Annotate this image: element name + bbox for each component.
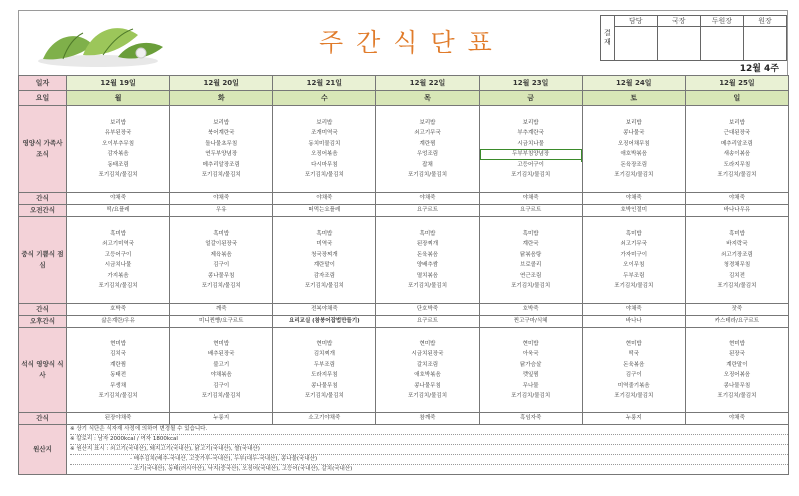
week-label: 12월 4주 [739, 64, 779, 74]
lunch-cell [67, 217, 170, 304]
lunch-cell [582, 217, 685, 304]
menu-item[interactable]: 포기김치/물김치 [201, 172, 241, 178]
menu-item[interactable]: 깻잎찜 [522, 372, 539, 378]
herb-leaves-icon [23, 15, 173, 71]
menu-item[interactable]: 포기김치/물김치 [511, 283, 551, 289]
dinner-cell [67, 328, 170, 413]
notes-row [19, 425, 789, 475]
menu-item[interactable]: 포기김치/물김치 [304, 393, 344, 399]
menu-item[interactable]: 포기김치/물김치 [304, 172, 344, 178]
menu-item[interactable]: 가지볶음 [107, 272, 129, 279]
menu-item[interactable]: 흑미밥 [213, 230, 230, 237]
menu-item[interactable]: 청국장찌개 [311, 251, 338, 258]
snack-cell[interactable]: 야채죽 [582, 193, 685, 205]
approval-col-3: 두원장 [700, 16, 743, 27]
menu-item[interactable]: 미역줄기볶음 [617, 382, 650, 389]
menu-item[interactable]: 조개미역국 [311, 130, 338, 136]
dinner-label: 석식 영양식 식사 [19, 328, 67, 413]
menu-item[interactable]: 갈치조림 [416, 361, 439, 368]
approval-sign-3[interactable] [700, 27, 743, 61]
snack-cell[interactable]: 떡/요플레 [67, 205, 170, 217]
approval-side-label: 결재 [601, 16, 615, 61]
menu-item[interactable]: 현미밥 [316, 340, 333, 347]
menu-item[interactable]: 유부된장국 [104, 130, 132, 136]
menu-item[interactable]: 오이부추무침 [102, 140, 135, 147]
breakfast-label: 영양식 가족사 조식 [19, 106, 67, 193]
menu-item[interactable]: 포기김치/물김치 [614, 172, 654, 178]
menu-item[interactable]: 쇠고기장조림 [720, 251, 753, 258]
menu-item[interactable]: 두부부침양념장 [480, 149, 582, 160]
approval-col-4: 원장 [743, 16, 786, 27]
menu-item[interactable]: 무나물 [522, 382, 539, 389]
snack-cell[interactable]: 야채죽 [67, 193, 170, 205]
breakfast-row [19, 106, 789, 193]
menu-item[interactable]: 감자조림 [313, 272, 335, 279]
menu-item[interactable]: 포기김치/물김치 [614, 283, 654, 289]
snack-cell[interactable]: 야채죽 [582, 304, 685, 316]
lunch-cell [273, 217, 376, 304]
menu-item[interactable]: 흑미밥 [522, 230, 539, 237]
menu-item[interactable]: 시금치된장국 [411, 351, 444, 357]
menu-item[interactable]: 아욱국 [522, 351, 539, 357]
snack-cell[interactable]: 흑임자죽 [479, 413, 582, 425]
snack-cell[interactable]: 바나나우유 [685, 205, 788, 217]
note-line: ※ 칼로리 : 남자 2000kcal / 여자 1800kcal [70, 435, 788, 445]
note-line: - 배추김치(배추-국내산, 고춧가루-국내산), 두부(대두-국내산), 콩나물(국내산) [70, 455, 788, 465]
breakfast-cell [376, 106, 479, 193]
breakfast-cell [479, 106, 582, 193]
menu-item[interactable]: 포기김치/물김치 [407, 283, 448, 289]
approval-col-1: 담당 [614, 16, 657, 27]
menu-item[interactable]: 부추계란국 [517, 130, 544, 136]
day-cell[interactable]: 목 [376, 91, 479, 106]
menu-item[interactable]: 콩나물무침 [414, 382, 441, 389]
snack-cell[interactable]: 잣죽 [685, 304, 788, 316]
snack-cell[interactable]: 요구르트 [479, 205, 582, 217]
menu-item[interactable]: 김치전 [728, 272, 745, 279]
menu-item[interactable]: 김구이 [213, 262, 230, 268]
approval-sign-4[interactable] [743, 27, 786, 61]
snack-cell[interactable]: 누룽지 [170, 413, 273, 425]
snack-3-label: 간식 [19, 413, 67, 425]
breakfast-cell [170, 106, 273, 193]
snack-cell[interactable]: 전복야채죽 [273, 304, 376, 316]
snack-cell[interactable]: 찐고구마/식혜 [479, 316, 582, 328]
snack-cell[interactable]: 야채죽 [376, 193, 479, 205]
snack-cell[interactable]: 호박죽 [479, 304, 582, 316]
menu-item[interactable]: 쇠고기무국 [414, 130, 441, 136]
menu-item[interactable]: 보리밥 [419, 119, 436, 126]
snack-cell[interactable]: 단호박죽 [376, 304, 479, 316]
menu-item[interactable]: 포기김치/물김치 [407, 172, 448, 178]
approval-sign-2[interactable] [657, 27, 700, 61]
menu-item[interactable]: 된장찌개 [416, 241, 439, 247]
snack-2-label: 간식 [19, 304, 67, 316]
menu-item[interactable]: 무생채 [110, 382, 127, 389]
menu-item[interactable]: 흑미밥 [110, 230, 127, 237]
snack-cell[interactable]: 호박인절미 [582, 205, 685, 217]
menu-item[interactable]: 다시마무침 [311, 161, 338, 168]
day-cell[interactable]: 토 [582, 91, 685, 106]
menu-sheet [18, 10, 788, 492]
dinner-cell [685, 328, 788, 413]
day-cell[interactable]: 화 [170, 91, 273, 106]
snack-cell[interactable]: 바나나 [582, 316, 685, 328]
snack-cell[interactable]: 요리교실 (참붕어잡법만들기) [273, 316, 376, 328]
snack-cell[interactable]: 요구르트 [376, 316, 479, 328]
day-cell[interactable]: 수 [273, 91, 376, 106]
menu-item[interactable]: 콩나물무침 [723, 382, 751, 389]
menu-item[interactable]: 새송이볶음 [723, 151, 751, 157]
menu-item[interactable]: 미역국 [316, 241, 333, 247]
menu-item[interactable]: 메추리알조림 [720, 140, 753, 147]
menu-item[interactable]: 김치찌개 [313, 351, 335, 357]
menu-item[interactable]: 콩나물무침 [311, 382, 338, 389]
lunch-row [19, 217, 789, 304]
menu-item[interactable]: 김구이 [625, 372, 642, 378]
menu-item[interactable]: 시금치나물 [517, 140, 544, 147]
menu-item[interactable]: 양배추쌈 [416, 262, 439, 268]
menu-item[interactable]: 포기김치/물김치 [511, 172, 551, 178]
menu-item[interactable]: 제육볶음 [210, 251, 232, 258]
snack-cell[interactable]: 야채죽 [685, 193, 788, 205]
morning-snack-label: 오전간식 [19, 205, 67, 217]
menu-item[interactable]: 계란말이 [313, 262, 335, 268]
snack-cell[interactable]: 누룽지 [582, 413, 685, 425]
menu-item[interactable]: 고등어구이 [104, 251, 132, 258]
menu-item[interactable]: 가자미구이 [620, 251, 648, 258]
menu-item[interactable]: 계란말이 [726, 361, 748, 368]
date-cell[interactable]: 12월 20일 [170, 76, 273, 91]
page-title: 주간식단표 [319, 28, 505, 57]
snack-3-row [19, 413, 789, 425]
menu-item[interactable]: 보리밥 [316, 119, 333, 126]
date-cell[interactable]: 12월 19일 [67, 76, 170, 91]
menu-item[interactable]: 떡국 [628, 351, 640, 357]
menu-item[interactable]: 우엉조림 [416, 151, 439, 157]
menu-item[interactable]: 흑미밥 [316, 230, 333, 237]
lunch-cell [376, 217, 479, 304]
date-cell[interactable]: 12월 25일 [685, 76, 788, 91]
snack-cell[interactable]: 호박죽 [67, 304, 170, 316]
note-line: ※ 상기 식단은 식자재 사정에 의하여 변경될 수 있습니다. [70, 425, 788, 435]
date-cell[interactable]: 12월 22일 [376, 76, 479, 91]
snack-cell[interactable]: 카스테라/요구르트 [685, 316, 788, 328]
date-label: 일자 [19, 76, 67, 91]
menu-item[interactable]: 메추리알장조림 [202, 161, 240, 168]
menu-item[interactable]: 근대된장국 [723, 130, 751, 136]
menu-item[interactable]: 북어계란국 [207, 130, 235, 136]
menu-item[interactable]: 야채볶음 [210, 372, 232, 378]
menu-item[interactable]: 계란찜 [110, 361, 127, 368]
menu-item[interactable]: 도라지무침 [311, 372, 338, 378]
menu-item[interactable]: 포기김치/물김치 [717, 172, 757, 178]
menu-item[interactable]: 콩나물무침 [207, 272, 235, 279]
snack-1-row [19, 193, 789, 205]
day-cell[interactable]: 금 [479, 91, 582, 106]
dinner-cell [273, 328, 376, 413]
menu-item[interactable]: 보리밥 [213, 119, 230, 126]
snack-cell[interactable]: 깨죽 [170, 304, 273, 316]
snack-cell[interactable]: 야채죽 [685, 413, 788, 425]
notes-label: 원산지 [19, 425, 67, 475]
menu-item[interactable]: 현미밥 [419, 340, 436, 347]
menu-item[interactable]: 쇠고기무국 [620, 241, 648, 247]
approval-box [600, 15, 787, 61]
snack-cell[interactable]: 소고기야채죽 [273, 413, 376, 425]
menu-item[interactable]: 포기김치/물김치 [717, 283, 757, 289]
day-row [19, 91, 789, 106]
menu-item[interactable]: 쇠고기미역국 [102, 241, 135, 247]
menu-item[interactable]: 돈육장조림 [620, 161, 648, 168]
menu-item[interactable]: 오이무침 [623, 262, 645, 268]
menu-item[interactable]: 현미밥 [213, 340, 230, 347]
menu-item[interactable]: 오징어볶음 [723, 372, 751, 378]
menu-item[interactable]: 잡채 [422, 161, 433, 168]
afternoon-snack-label: 오후간식 [19, 316, 67, 328]
snack-cell[interactable]: 요구르트 [376, 205, 479, 217]
snack-cell[interactable]: 참깨죽 [376, 413, 479, 425]
lunch-cell [170, 217, 273, 304]
menu-item[interactable]: 포기김치/물김치 [614, 393, 654, 399]
menu-item[interactable]: 연근조림 [520, 272, 542, 279]
menu-item[interactable]: 닭볶음탕 [520, 251, 542, 258]
date-cell[interactable]: 12월 21일 [273, 76, 376, 91]
lunch-cell [685, 217, 788, 304]
snack-cell[interactable]: 떠먹는요플레 [273, 205, 376, 217]
menu-item[interactable]: 감자볶음 [107, 151, 129, 157]
date-row [19, 76, 789, 91]
note-line: ※ 원산지 표시 : 쇠고기(국내산), 돼지고기(국내산), 닭고기(국내산), 쌀(국내산) [70, 445, 788, 455]
menu-item[interactable]: 포기김치/물김치 [304, 283, 344, 289]
menu-item[interactable]: 보리밥 [728, 119, 745, 126]
menu-item[interactable]: 브로콜리 [520, 262, 542, 268]
menu-item[interactable]: 오징어볶음 [311, 151, 338, 157]
snack-cell[interactable]: 야채죽 [479, 193, 582, 205]
menu-item[interactable]: 현미밥 [110, 340, 127, 347]
menu-item[interactable]: 애호박볶음 [414, 372, 441, 378]
menu-item[interactable]: 포기김치/물김치 [98, 393, 138, 399]
notes-cell [67, 425, 789, 475]
sheet-header [18, 10, 788, 75]
menu-item[interactable]: 바지락국 [726, 241, 748, 247]
menu-item[interactable]: 두부조림 [623, 272, 645, 279]
menu-item[interactable]: 연두부양념장 [205, 151, 238, 157]
snack-cell[interactable]: 야채죽 [273, 193, 376, 205]
menu-item[interactable]: 닭가슴살 [520, 361, 542, 368]
day-label: 요일 [19, 91, 67, 106]
snack-cell[interactable]: 우유 [170, 205, 273, 217]
menu-item[interactable]: 동치미물김치 [308, 140, 341, 147]
breakfast-cell [273, 106, 376, 193]
menu-item[interactable]: 김치국 [110, 351, 127, 357]
snack-cell[interactable]: 야채죽 [170, 193, 273, 205]
menu-item[interactable]: 얼갈이된장국 [205, 241, 238, 247]
menu-item[interactable]: 계란국 [522, 241, 539, 247]
menu-item[interactable]: 애호박볶음 [620, 151, 648, 157]
menu-item[interactable]: 포기김치/물김치 [407, 393, 448, 399]
dinner-cell [170, 328, 273, 413]
breakfast-cell [685, 106, 788, 193]
lunch-cell [479, 217, 582, 304]
day-cell[interactable]: 일 [685, 91, 788, 106]
lunch-label: 중식 기쁨식 점심 [19, 217, 67, 304]
menu-item[interactable]: 현미밥 [728, 340, 745, 347]
menu-item[interactable]: 돈육볶음 [416, 251, 439, 258]
morning-snack-row [19, 205, 789, 217]
menu-item[interactable]: 김구이 [213, 382, 230, 389]
snack-cell[interactable]: 된장야채죽 [67, 413, 170, 425]
dinner-cell [582, 328, 685, 413]
menu-item[interactable]: 현미밥 [522, 340, 539, 347]
menu-item[interactable]: 동태전 [110, 372, 127, 378]
menu-item[interactable]: 돈육볶음 [623, 361, 645, 368]
snack-1-label: 간식 [19, 193, 67, 205]
menu-item[interactable]: 보리밥 [110, 119, 127, 126]
menu-item[interactable]: 흑미밥 [728, 230, 745, 237]
menu-item[interactable]: 포기김치/물김치 [201, 283, 241, 289]
menu-item[interactable]: 계란찜 [419, 140, 436, 147]
snack-2-row [19, 304, 789, 316]
approval-col-2: 국장 [657, 16, 700, 27]
menu-item[interactable]: 청경채무침 [723, 262, 751, 268]
dinner-cell [376, 328, 479, 413]
menu-item[interactable]: 흑미밥 [625, 230, 642, 237]
day-cell[interactable]: 월 [67, 91, 170, 106]
snack-cell[interactable]: 삶은계란/우유 [67, 316, 170, 328]
menu-item[interactable]: 불고기 [213, 361, 230, 368]
menu-item[interactable]: 포기김치/물김치 [201, 393, 241, 399]
snack-cell[interactable]: 미니찐빵/요구르트 [170, 316, 273, 328]
menu-item[interactable]: 고등어구이 [517, 161, 544, 168]
menu-item[interactable]: 현미밥 [625, 340, 642, 347]
menu-item[interactable]: 시금치나물 [104, 262, 132, 268]
menu-item[interactable]: 동태조림 [107, 161, 129, 168]
menu-item[interactable]: 포기김치/물김치 [98, 172, 138, 178]
weekly-menu-table [18, 75, 789, 475]
breakfast-cell [67, 106, 170, 193]
menu-item[interactable]: 포기김치/물김치 [717, 393, 757, 399]
note-line: - 조기(국내산), 동태(러시아산), 낙지(중국산), 오징어(국내산), 고등어(국내산), 갈치(국내산) [130, 466, 353, 472]
dinner-cell [479, 328, 582, 413]
breakfast-cell [582, 106, 685, 193]
menu-item[interactable]: 된장국 [728, 351, 745, 357]
date-cell[interactable]: 12월 23일 [479, 76, 582, 91]
menu-item[interactable]: 흑미밥 [419, 230, 436, 237]
menu-item[interactable]: 보리밥 [625, 119, 642, 126]
dinner-row [19, 328, 789, 413]
menu-item[interactable]: 보리밥 [522, 119, 539, 126]
menu-item[interactable]: 콩나물국 [623, 130, 645, 136]
menu-item[interactable]: 두부조림 [313, 361, 335, 368]
menu-item[interactable]: 오징어채무침 [617, 140, 650, 147]
approval-sign-1[interactable] [614, 27, 657, 61]
menu-item[interactable]: 포기김치/물김치 [98, 283, 138, 289]
afternoon-snack-row [19, 316, 789, 328]
menu-item[interactable]: 포기김치/물김치 [511, 393, 551, 399]
date-cell[interactable]: 12월 24일 [582, 76, 685, 91]
menu-item[interactable]: 도라지무침 [723, 161, 751, 168]
menu-item[interactable]: 돌나물초무침 [205, 140, 238, 147]
menu-item[interactable]: 멸치볶음 [416, 272, 439, 279]
menu-item[interactable]: 배추된장국 [207, 351, 235, 357]
